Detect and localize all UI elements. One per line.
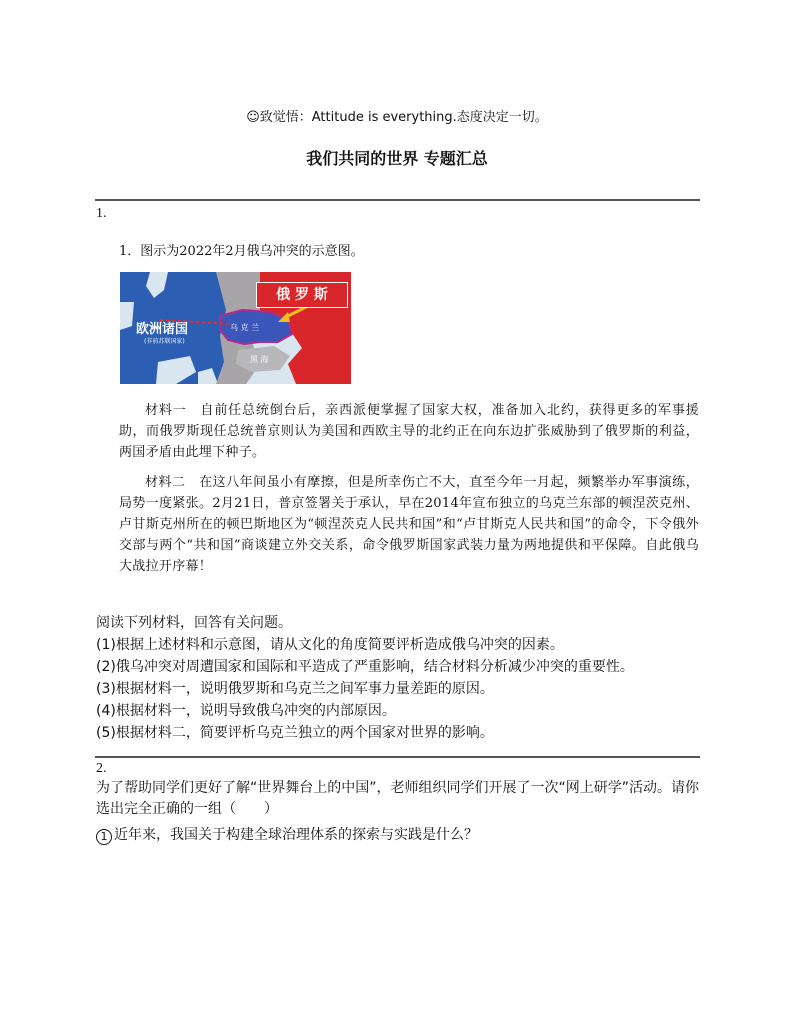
divider: [95, 199, 700, 201]
item-one: [96, 824, 478, 845]
item-one-text: 近年来，我国关于构建全球治理体系的探索与实践是什么？: [114, 827, 478, 843]
sub-question-3: (3)根据材料一，说明俄罗斯和乌克兰之间军事力量差距的原因。: [96, 681, 494, 697]
sub-question-5: (5)根据材料二，简要评析乌克兰独立的两个国家对世界的影响。: [96, 725, 494, 741]
instruction: 阅读下列材料，回答有关问题。: [96, 615, 292, 631]
sub-question-4: (4)根据材料一，说明导致俄乌冲突的内部原因。: [96, 703, 396, 719]
label-europe-sub: (非前苏联国家): [144, 338, 185, 345]
label-ukraine: 乌 克 兰: [230, 323, 260, 332]
document-title: 我们共同的世界 专题汇总: [306, 149, 488, 168]
material-two: 材料二 在这八年间虽小有摩擦，但是所幸伤亡不大，直至今年一月起，频繁举办军事演练，局势一度紧张。2月21日，普京签署关于承认，早在2014年宣布独立的乌克兰东部的顿涅茨克州、卢甘斯克州所在的顿巴斯地区为“顿涅茨克人民共和国”和“卢甘斯克人民共和国”的命令，下令俄外交部与两个“共和国”商谈建立外交关系，命令俄罗斯国家武装力量为两地提供和平保障。自此俄乌大战拉开序幕！: [119, 475, 699, 574]
sub-question-2: (2)俄乌冲突对周遭国家和国际和平造成了严重影响，结合材料分析减少冲突的重要性。: [96, 659, 634, 675]
sub-question-1: (1)根据上述材料和示意图，请从文化的角度简要评析造成俄乌冲突的因素。: [96, 637, 564, 653]
question-number: 1.: [96, 206, 107, 221]
motto-line: ☺致觉悟：Attitude is everything.态度决定一切。: [246, 110, 548, 125]
label-russia: 俄 罗 斯: [256, 282, 348, 308]
material-one: 材料一 自前任总统倒台后，亲西派便掌握了国家大权，准备加入北约，获得更多的军事援助，而俄罗斯现任总统普京则认为美国和西欧主导的北约正在向东边扩张威胁到了俄罗斯的利益，两国矛盾由此埋下种子。: [119, 403, 699, 460]
label-black-sea: 黑 海: [250, 355, 269, 364]
divider: [95, 756, 700, 758]
conflict-map: [120, 272, 351, 384]
question-stem: 为了帮助同学们更好了解“世界舞台上的中国”，老师组织同学们开展了一次“网上研学”活动。请你选出完全正确的一组（ ）: [96, 780, 700, 817]
label-europe: 欧洲诸国: [136, 322, 189, 337]
question-number: 2.: [96, 761, 107, 776]
circled-number-marker: 1: [96, 829, 112, 845]
question-intro: 1．图示为2022年2月俄乌冲突的示意图。: [119, 244, 364, 259]
